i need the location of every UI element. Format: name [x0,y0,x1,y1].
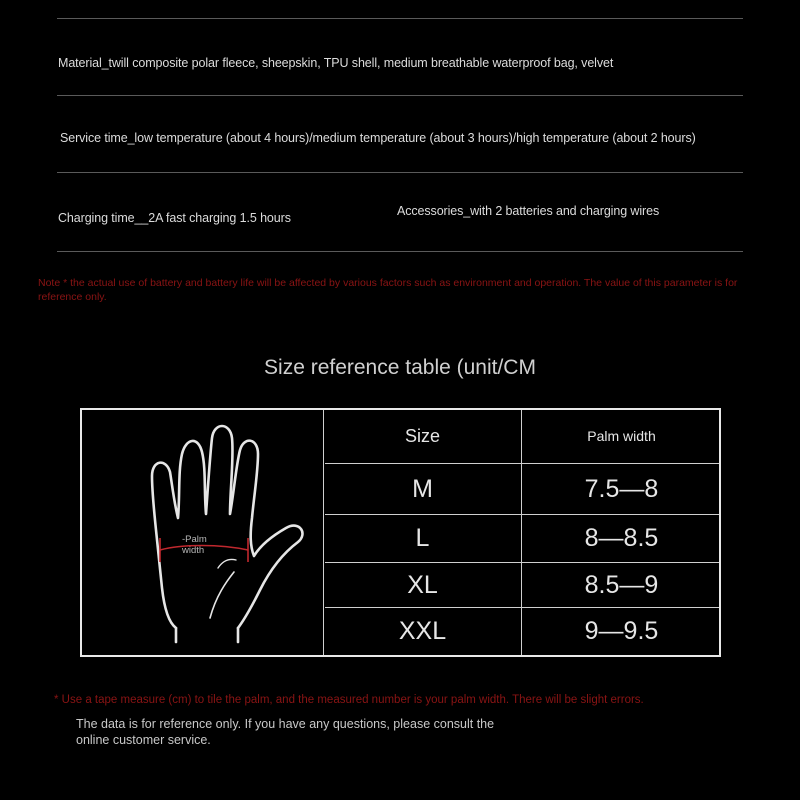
reference-note: The data is for reference only. If you have any questions, please consult the online customer service. [76,717,495,747]
material-spec: Material_twill composite polar fleece, sheepskin, TPU shell, medium breathable waterproof bag, velvet [58,56,614,70]
width-cell: 8.5—9 [584,570,659,599]
hand-illustration [82,410,325,655]
accessories-spec: Accessories_with 2 batteries and charging wires [397,204,660,218]
size-table-title: Size reference table (unit/CM [264,356,536,379]
header-size: Size [404,426,440,446]
divider-top [57,18,743,19]
tape-measure-note: * Use a tape measure (cm) to tile the palm, and the measured number is your palm width. There will be slight errors. [54,694,644,706]
battery-note: Note * the actual use of battery and battery life will be affected by various factors such as environment and operation. The value of this parameter is for reference only. [38,277,738,303]
divider-2 [57,172,743,173]
width-cell: 8—8.5 [584,524,659,552]
size-cell: XL [407,570,438,599]
size-cell: M [412,474,433,503]
palm-width-label: -Palm width [182,534,207,556]
charging-time-spec: Charging time__2A fast charging 1.5 hours [58,211,291,225]
width-cell: 9—9.5 [584,617,659,645]
divider-3 [57,251,743,252]
header-palm-width-wrap [522,410,721,463]
size-cell: L [415,524,430,552]
width-cell: 7.5—8 [584,474,659,503]
divider-1 [57,95,743,96]
size-reference-table [80,408,721,657]
header-palm-width: Palm width [587,428,656,444]
service-time-spec: Service time_low temperature (about 4 hours)/medium temperature (about 3 hours)/high temperature (about 2 hours) [60,131,696,145]
size-cell: XXL [398,617,447,645]
hand-outline-icon [82,410,325,655]
